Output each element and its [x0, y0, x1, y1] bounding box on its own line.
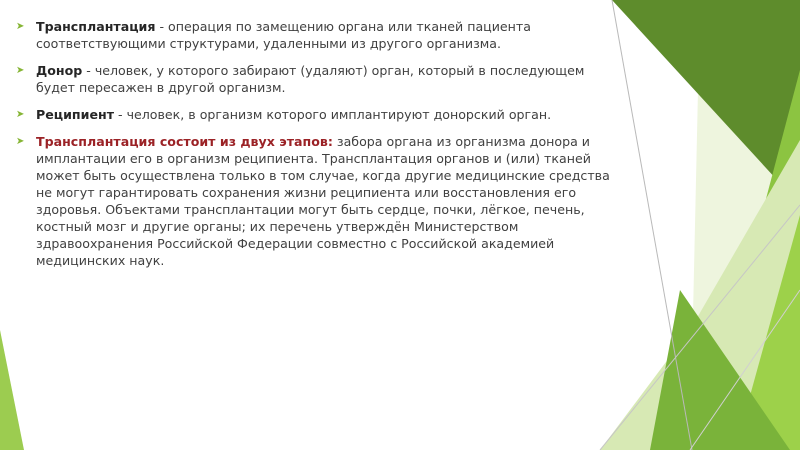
arrow-bullet-icon: ➤	[16, 136, 25, 147]
bullet-item-transplantation	[14, 18, 624, 52]
arrow-bullet-icon: ➤	[16, 65, 25, 76]
term-label: Трансплантация	[36, 19, 156, 34]
term-separator: -	[155, 19, 169, 34]
term-label-highlighted: Трансплантация состоит из двух этапов:	[36, 134, 333, 149]
term-separator: -	[82, 63, 95, 78]
arrow-bullet-icon: ➤	[16, 21, 25, 32]
definition-text: человек, в организм которого имплантируют донорский орган.	[126, 107, 552, 122]
term-separator: -	[114, 107, 127, 122]
bullet-list	[14, 18, 624, 279]
bullet-item-recipient	[14, 106, 624, 123]
arrow-bullet-icon: ➤	[16, 109, 25, 120]
term-label: Донор	[36, 63, 83, 78]
term-label: Реципиент	[36, 107, 114, 122]
definition-text: человек, у которого забирают (удаляют) орган, который в последующем будет пересажен в другой организм.	[36, 63, 585, 95]
facet-left-sliver	[0, 330, 24, 450]
definition-text: операция по замещению органа или тканей пациента соответствующими структурами, удаленными из другого организма.	[36, 19, 531, 51]
bullet-item-stages	[14, 133, 624, 269]
bullet-item-donor	[14, 62, 624, 96]
definition-text: забора органа из организма донора и имплантации его в организм реципиента. Трансплантация органов и (или) тканей может быть осуществлена только в том случае, когда другие медицинские средства не могут гарантировать сохранения жизни реципиента или восстановления его здоровья. Объектами трансплантации могут быть сердце, почки, лёгкое, печень, костный мозг и другие органы; их перечень утверждён Министерством здравоохранения Российской Федерации совместно с Российской академией медицинских наук.	[36, 134, 610, 268]
